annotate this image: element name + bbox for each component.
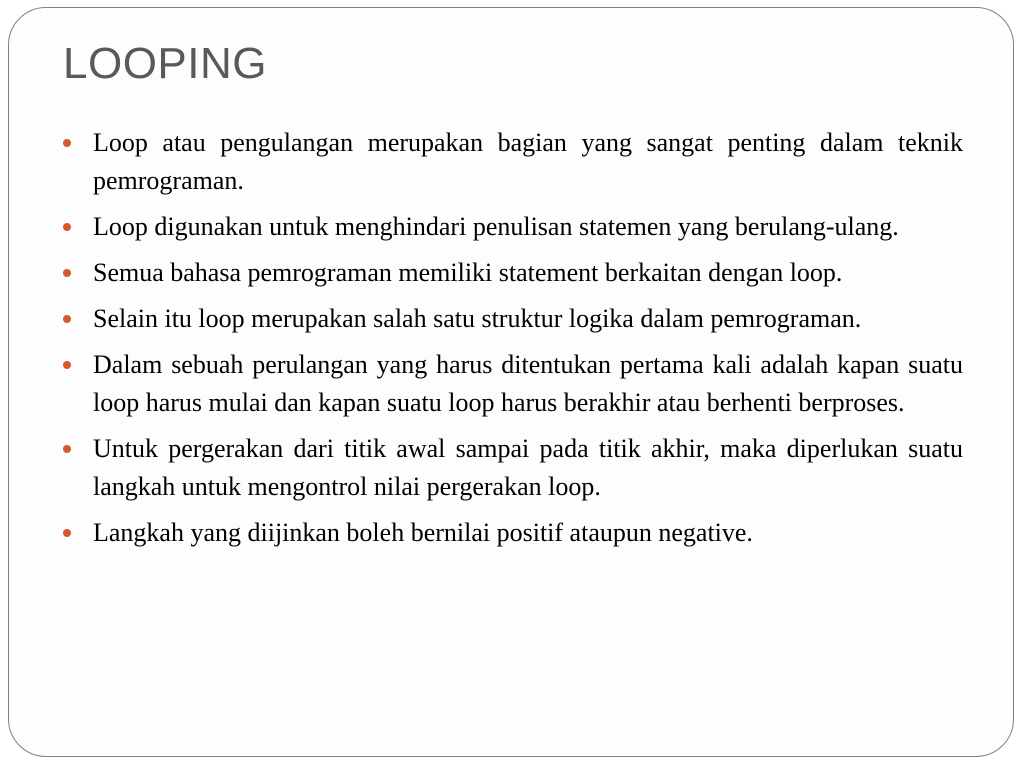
bullet-dot-icon bbox=[63, 223, 71, 231]
bullet-item bbox=[63, 208, 963, 246]
bullet-item bbox=[63, 346, 963, 422]
bullet-item bbox=[63, 300, 963, 338]
bullet-dot-icon bbox=[63, 139, 71, 147]
bullet-text: Semua bahasa pemrograman memiliki statement berkaitan dengan loop. bbox=[93, 258, 843, 287]
bullet-text: Selain itu loop merupakan salah satu struktur logika dalam pemrograman. bbox=[93, 304, 862, 333]
bullet-text: Loop atau pengulangan merupakan bagian yang sangat penting dalam teknik pemrograman. bbox=[93, 128, 963, 195]
bullet-item bbox=[63, 254, 963, 292]
bullet-dot-icon bbox=[63, 445, 71, 453]
bullet-dot-icon bbox=[63, 269, 71, 277]
slide-title: LOOPING bbox=[63, 39, 267, 88]
bullet-text: Dalam sebuah perulangan yang harus ditentukan pertama kali adalah kapan suatu loop harus mulai dan kapan suatu loop harus berakhir atau berhenti berproses. bbox=[93, 350, 963, 417]
bullet-item bbox=[63, 124, 963, 200]
bullet-text: Langkah yang diijinkan boleh bernilai positif ataupun negative. bbox=[93, 518, 753, 547]
bullet-dot-icon bbox=[63, 315, 71, 323]
bullet-list bbox=[63, 124, 963, 560]
bullet-item bbox=[63, 514, 963, 552]
bullet-dot-icon bbox=[63, 529, 71, 537]
bullet-text: Loop digunakan untuk menghindari penulisan statemen yang berulang-ulang. bbox=[93, 212, 899, 241]
bullet-dot-icon bbox=[63, 361, 71, 369]
bullet-text: Untuk pergerakan dari titik awal sampai pada titik akhir, maka diperlukan suatu langkah untuk mengontrol nilai pergerakan loop. bbox=[93, 434, 963, 501]
bullet-item bbox=[63, 430, 963, 506]
